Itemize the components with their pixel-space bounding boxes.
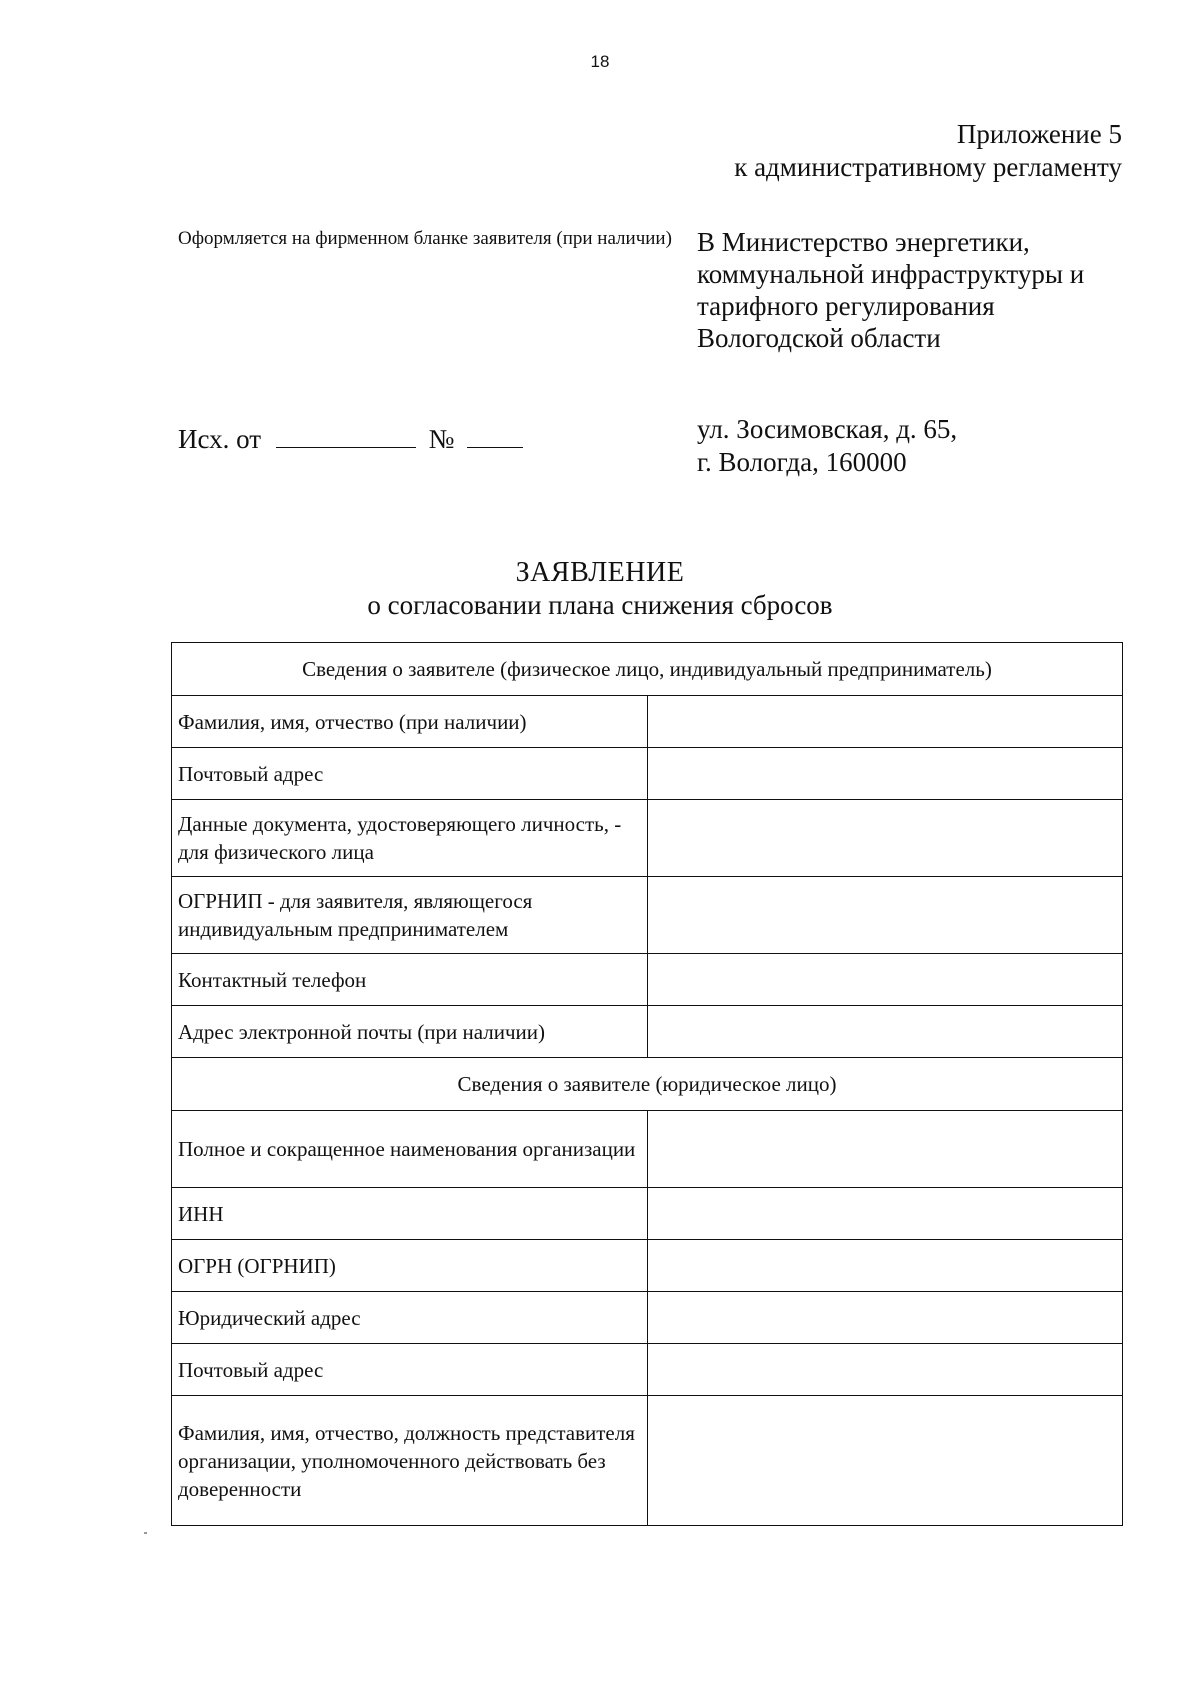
row-label-legal-address: Юридический адрес [172, 1292, 648, 1344]
section-header-individual: Сведения о заявителе (физическое лицо, индивидуальный предприниматель) [172, 643, 1123, 696]
recipient-line-3: тарифного регулирования [697, 291, 995, 321]
row-label-postal-address: Почтовый адрес [172, 748, 648, 800]
outgoing-prefix: Исх. от [178, 424, 262, 454]
recipient-block [697, 226, 1137, 354]
appendix-header [734, 118, 1122, 184]
appendix-line-1: Приложение 5 [956, 119, 1122, 149]
table-row [172, 1006, 1123, 1058]
row-value-phone[interactable] [647, 954, 1123, 1006]
page-number: 18 [590, 52, 610, 71]
row-label-email: Адрес электронной почты (при наличии) [172, 1006, 648, 1058]
section-row-legal [172, 1058, 1123, 1111]
row-label-representative: Фамилия, имя, отчество, должность представителя организации, уполномоченного действовать без доверенности [172, 1396, 648, 1526]
recipient-line-1: В Министерство энергетики, [697, 227, 1030, 257]
row-value-email[interactable] [647, 1006, 1123, 1058]
letterhead-note: Оформляется на фирменном бланке заявителя (при наличии) [178, 228, 672, 249]
table-row [172, 1396, 1123, 1526]
row-value-ogrnip[interactable] [647, 877, 1123, 954]
table-row [172, 1292, 1123, 1344]
outgoing-number-sign: № [428, 424, 455, 454]
table-row [172, 748, 1123, 800]
row-value-postal-address[interactable] [647, 748, 1123, 800]
document-title: ЗАЯВЛЕНИЕ [515, 557, 685, 588]
row-label-ogrn: ОГРН (ОГРНИП) [172, 1240, 648, 1292]
row-label-phone: Контактный телефон [172, 954, 648, 1006]
table-row [172, 1344, 1123, 1396]
scan-artifact [144, 1532, 147, 1534]
table-row [172, 800, 1123, 877]
address-line-1: ул. Зосимовская, д. 65, [697, 414, 958, 444]
row-value-legal-postal-address[interactable] [647, 1344, 1123, 1396]
row-value-full-name[interactable] [647, 696, 1123, 748]
recipient-address [697, 413, 1137, 479]
section-row-individual [172, 643, 1123, 696]
row-label-full-name: Фамилия, имя, отчество (при наличии) [172, 696, 648, 748]
row-label-ogrnip: ОГРНИП - для заявителя, являющегося индивидуальным предпринимателем [172, 877, 648, 954]
outgoing-number-field[interactable] [467, 427, 523, 448]
row-label-legal-postal-address: Почтовый адрес [172, 1344, 648, 1396]
row-value-legal-address[interactable] [647, 1292, 1123, 1344]
table-row [172, 1240, 1123, 1292]
outgoing-reference [178, 424, 523, 455]
row-value-representative[interactable] [647, 1396, 1123, 1526]
table-row [172, 696, 1123, 748]
appendix-line-2: к административному регламенту [734, 152, 1122, 182]
row-label-organization-name: Полное и сокращенное наименования организации [172, 1111, 648, 1188]
row-label-inn: ИНН [172, 1188, 648, 1240]
row-value-organization-name[interactable] [647, 1111, 1123, 1188]
address-line-2: г. Вологда, 160000 [697, 447, 907, 477]
table-row [172, 877, 1123, 954]
table-row [172, 954, 1123, 1006]
row-label-identity-document: Данные документа, удостоверяющего личность, - для физического лица [172, 800, 648, 877]
document-subtitle: о согласовании плана снижения сбросов [367, 590, 833, 620]
row-value-identity-document[interactable] [647, 800, 1123, 877]
row-value-ogrn[interactable] [647, 1240, 1123, 1292]
table-row [172, 1188, 1123, 1240]
recipient-line-2: коммунальной инфраструктуры и [697, 259, 1085, 289]
row-value-inn[interactable] [647, 1188, 1123, 1240]
outgoing-date-field[interactable] [276, 427, 416, 448]
recipient-line-4: Вологодской области [697, 323, 941, 353]
table-row [172, 1111, 1123, 1188]
section-header-legal: Сведения о заявителе (юридическое лицо) [172, 1058, 1123, 1111]
application-form-table [171, 642, 1123, 1526]
